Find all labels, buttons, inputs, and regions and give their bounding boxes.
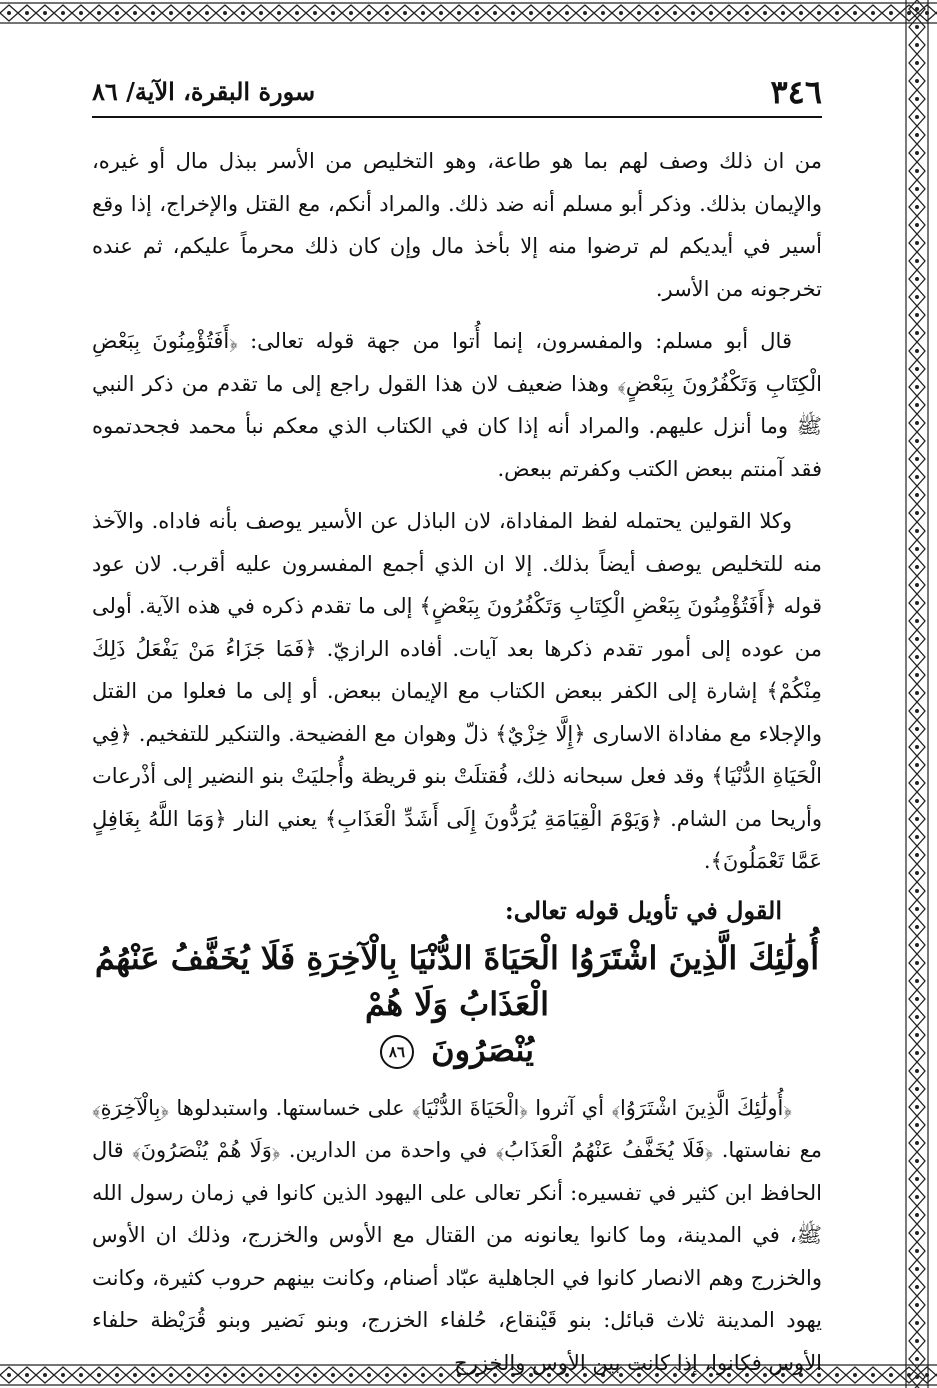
running-title: سورة البقرة، الآية/ ٨٦ — [92, 77, 316, 106]
ayah-number-marker: ٨٦ — [380, 1035, 414, 1069]
page-body — [92, 140, 822, 1384]
right-ornamental-border — [897, 0, 937, 1388]
paragraph: قال أبو مسلم: والمفسرون، إنما أُتوا من جهة قوله تعالى: ﴿أَفَتُؤْمِنُونَ بِبَعْضِ الْكِتَابِ وَتَكْفُرُونَ بِبَعْضٍ﴾ وهذا ضعيف لان هذا القول راجع إلى ما تقدم من ذكر النبي ﷺ وما أنزل عليهم. والمراد أنه إذا كان في الكتاب الذي معكم نبأ محمد فجحدتموه فقد آمنتم ببعض الكتب وكفرتم ببعض. — [92, 329, 822, 481]
verse-line — [92, 1027, 822, 1073]
paragraph: وكلا القولين يحتمله لفظ المفاداة، لان الباذل عن الأسير يوصف بأنه فاداه. والآخذ منه للتخليص يوصف أيضاً بذلك. إلا ان الذي أجمع المفسرون عليه أقرب. لان عود قوله ﴿أَفَتُؤْمِنُونَ بِبَعْضِ الْكِتَابِ وَتَكْفُرُونَ بِبَعْضٍ﴾ إلى ما تقدم ذكره في هذه الآية. أولى من عوده إلى أمور تقدم ذكرها بعد آيات. أفاده الرازيّ. ﴿فَمَا جَزَاءُ مَنْ يَفْعَلُ ذَلِكَ مِنْكُمْ﴾ إشارة إلى الكفر ببعض الكتاب مع الإيمان ببعض. أو إلى ما فعلوا من القتل والإجلاء مع مفاداة الاسارى ﴿إِلَّا خِزْيٌ﴾ ذلّ وهوان مع الفضيحة. والتنكير للتفخيم. ﴿فِي الْحَيَاةِ الدُّنْيَا﴾ وقد فعل سبحانه ذلك، فُقتلَتْ بنو قريظة وأُجليَتْ بنو النضير إلى أذْرعات وأريحا من الشام. ﴿وَيَوْمَ الْقِيَامَةِ يُرَدُّونَ إِلَى أَشَدِّ الْعَذَابِ﴾ يعني النار ﴿وَمَا اللَّهُ بِغَافِلٍ عَمَّا تَعْمَلُونَ﴾. — [92, 509, 822, 873]
section-heading: القول في تأويل قوله تعالى: — [504, 895, 782, 925]
paragraph: ﴿أُولَٰئِكَ الَّذِينَ اشْتَرَوُا﴾ أي آثروا ﴿الْحَيَاةَ الدُّنْيَا﴾ على خساستها. واستبدلوها ﴿بِالْآخِرَةِ﴾ مع نفاستها. ﴿فَلَا يُخَفَّفُ عَنْهُمُ الْعَذَابُ﴾ في واحدة من الدارين. ﴿وَلَا هُمْ يُنْصَرُونَ﴾ قال الحافظ ابن كثير في تفسيره: أنكر تعالى على اليهود الذين كانوا في زمان رسول الله ﷺ، في المدينة، وما كانوا يعانونه من القتال مع الأوس والخزرج، وذلك ان الأوس والخزرج وهم الانصار كانوا في الجاهلية عبّاد أصنام، وكانت بينهم حروب كثيرة، وكانت يهود المدينة ثلاث قبائل: بنو قَيْنقاع، حُلفاء الخزرج، وبنو نَضير وبنو قُرَيْظة حلفاء الأوس فكانوا، إذا كانت بين الأوس والخزرج — [92, 1095, 822, 1375]
verse-line-text: يُنْصَرُونَ — [431, 1030, 535, 1069]
page-header — [92, 72, 822, 118]
page-number: ٣٤٦ — [770, 73, 822, 111]
top-ornamental-border — [0, 0, 937, 26]
quran-verse — [92, 935, 822, 1073]
paragraph: من ان ذلك وصف لهم بما هو طاعة، وهو التخليص من الأسر ببذل مال أو غيره، والإيمان بذلك. وذكر أبو مسلم أنه ضد ذلك. والمراد أنكم، مع القتل والإخراج، إذا وقع أسير في أيديكم لم ترضوا منه إلا بأخذ مال وإن كان ذلك محرماً عليكم، ثم عنده تخرجونه من الأسر. — [92, 149, 822, 301]
verse-line: أُولَٰئِكَ الَّذِينَ اشْتَرَوُا الْحَيَاةَ الدُّنْيَا بِالْآخِرَةِ فَلَا يُخَفَّفُ عَنْهُمُ الْعَذَابُ وَلَا هُمْ — [94, 938, 820, 1023]
